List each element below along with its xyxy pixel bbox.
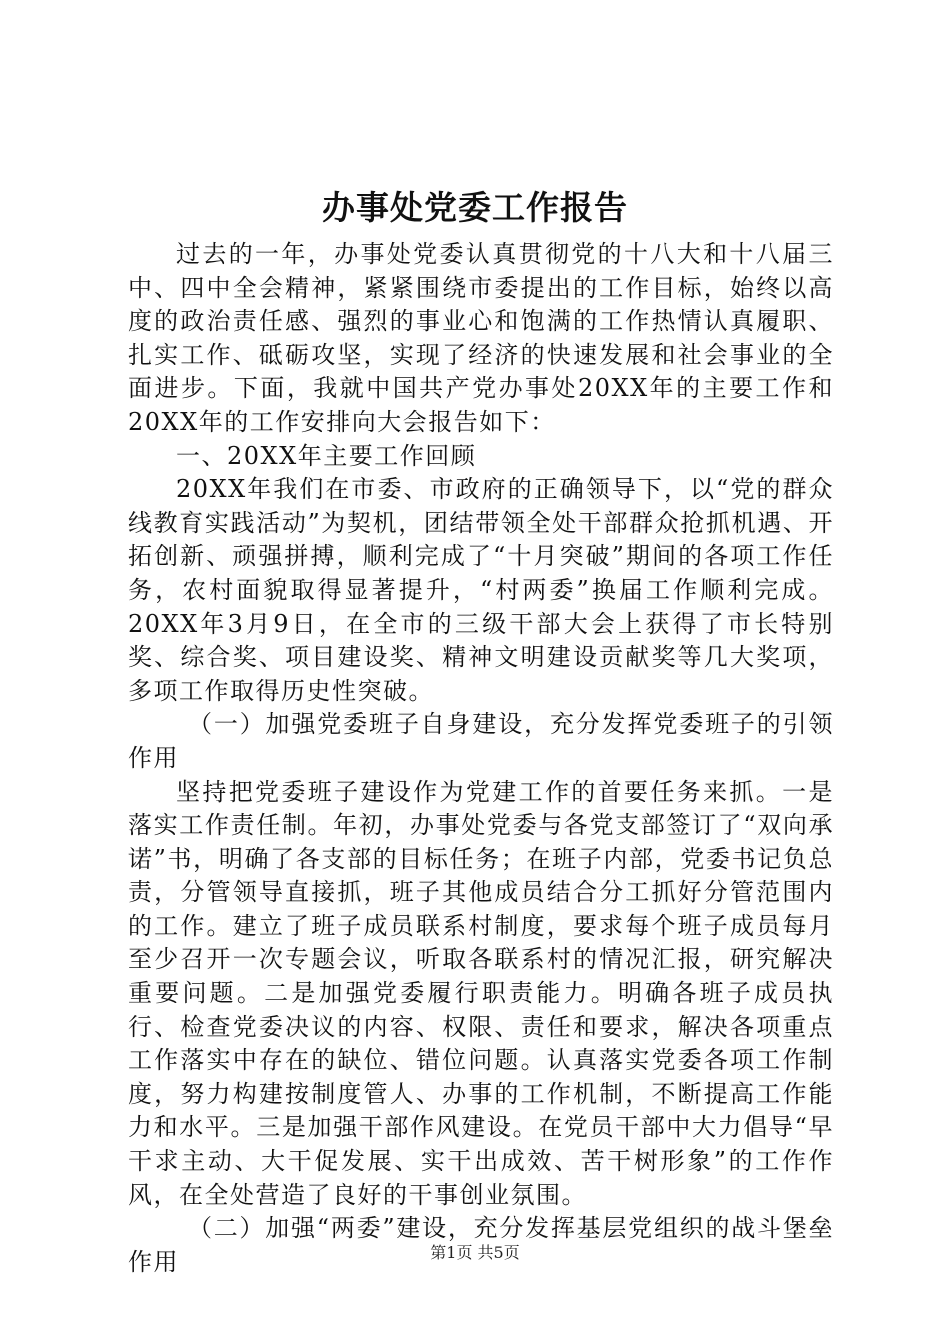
body-paragraph: 坚持把党委班子建设作为党建工作的首要任务来抓。一是落实工作责任制。年初，办事处党委与各党支部签订了“双向承诺”书，明确了各支部的目标任务；在班子内部，党委书记负总责，分管领导直接抓，班子其他成员结合分工抓好分管范围内的工作。建立了班子成员联系村制度，要求每个班子成员每月至少召开一次专题会议，听取各联系村的情况汇报，研究解决重要问题。二是加强党委履行职责能力。明确各班子成员执行、检查党委决议的内容、权限、责任和要求，解决各项重点工作落实中存在的缺位、错位问题。认真落实党委各项工作制度，努力构建按制度管人、办事的工作机制，不断提高工作能力和水平。三是加强干部作风建设。在党员干部中大力倡导“早干求主动、大干促发展、实干出成效、苦干树形象”的工作作风，在全处营造了良好的干事创业氛围。 [128,777,834,1209]
body-paragraph: 20XX年我们在市委、市政府的正确领导下，以“党的群众线教育实践活动”为契机，团结带领全处干部群众抢抓机遇、开拓创新、顽强拼搏，顺利完成了“十月突破”期间的各项工作任务，农村面貌取得显著提升，“村两委”换届工作顺利完成。20XX年3月9日，在全市的三级干部大会上获得了市长特别奖、综合奖、项目建设奖、精神文明建设贡献奖等几大奖项，多项工作取得历史性突破。 [128,475,834,705]
subsection-heading: （一）加强党委班子自身建设，充分发挥党委班子的引领作用 [128,710,834,772]
document-body [128,238,834,1279]
page-footer: 第1页 共5页 [430,1243,520,1262]
section-heading: 一、20XX年主要工作回顾 [176,441,477,470]
document-title: 办事处党委工作报告 [322,188,628,227]
intro-paragraph: 过去的一年，办事处党委认真贯彻党的十八大和十八届三中、四中全会精神，紧紧围绕市委提出的工作目标，始终以高度的政治责任感、强烈的事业心和饱满的工作热情认真履职、扎实工作、砥砺攻坚，实现了经济的快速发展和社会事业的全面进步。下面，我就中国共产党办事处20XX年的主要工作和20XX年的工作安排向大会报告如下： [128,240,834,436]
subsection-heading: （二）加强“两委”建设，充分发挥基层党组织的战斗堡垒作用 [128,1214,834,1276]
